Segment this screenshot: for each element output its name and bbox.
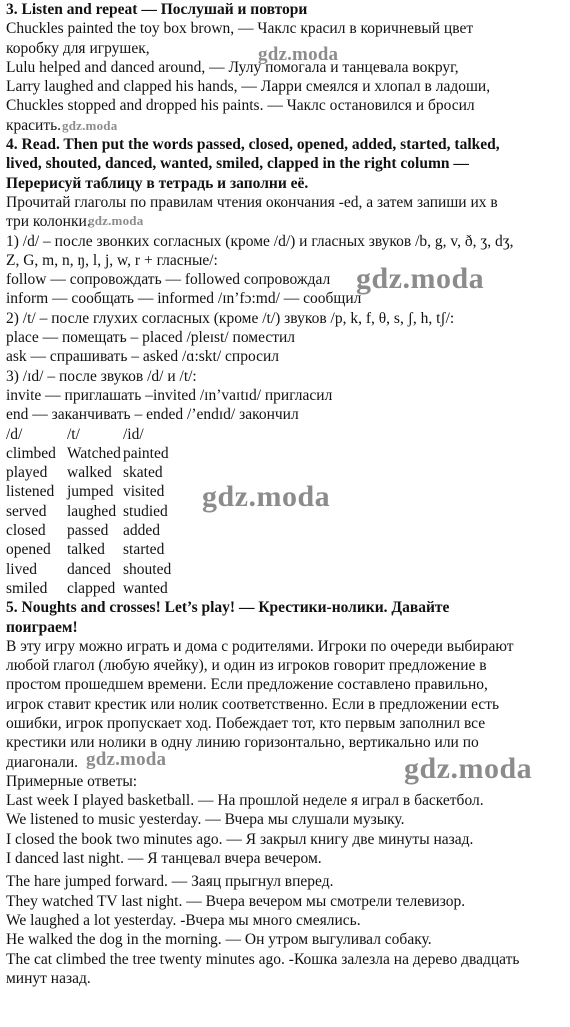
table-cell: danced [67,560,111,578]
text-line: 3) /ɪd/ – после звуков /d/ и /t/: [6,367,197,385]
text-line: игрок ставит крестик или нолик соответственно. Если в предложении есть [6,695,500,713]
answer-line: минут назад. [6,969,91,987]
table-cell: closed [6,522,46,540]
watermark: gdz.moda [404,752,533,785]
table-cell: skated [123,464,163,482]
table-cell: Watched [67,444,121,462]
answer-line: Last week I played basketball. — На прошлой неделе я играл в баскетбол. [6,792,484,810]
text-line: диагонали. [6,753,78,771]
watermark: gdz.moda [88,213,144,228]
watermark: gdz.moda [202,480,331,513]
text-line: любой глагол (любую ячейку), и один из игроков говорит предложение в [6,657,487,675]
table-cell: visited [123,483,165,501]
table-cell: served [6,502,47,520]
watermark: gdz.moda [356,262,485,295]
answers-label: Примерные ответы: [6,772,138,790]
answer-line: We laughed a lot yesterday. -Вчера мы много смеялись. [6,911,361,929]
exercise-3 [6,0,564,135]
text-line: ask — спрашивать – asked /ɑ:skt/ спросил [6,348,280,366]
answer-line: We listened to music yesterday. — Вчера мы слушали музыку. [6,811,405,829]
text-line: invite — приглашать –invited /ɪn’vaɪtɪd/ пригласил [6,386,333,404]
table-cell: talked [67,541,105,559]
watermark: gdz.moda [62,118,118,133]
exercise-5-title: 5. Noughts and crosses! Let’s play! — Крестики-нолики. Давайте [6,599,450,617]
text-line: три колонки. [6,213,91,231]
table-cell: opened [6,541,51,559]
table-cell: wanted [123,579,168,597]
text-line: Chuckles stopped and dropped his paints. — Чаклс остановился и бросил [6,97,475,115]
text-line: простом прошедшем времени. Если предложение составлено правильно, [6,676,488,694]
table-cell: smiled [6,579,48,597]
exercise-4-title: Перерисуй таблицу в тетрадь и заполни её. [6,174,309,192]
answer-line: I closed the book two minutes ago. — Я закрыл книгу две минуты назад. [6,830,474,848]
table-cell: walked [67,464,112,482]
text-line: Chuckles painted the toy box brown, — Чаклс красил в коричневый цвет [6,20,474,38]
table-cell: lived [6,560,37,578]
table-header: /t/ [67,425,80,443]
text-line: 2) /t/ – после глухих согласных (кроме /t/) звуков /p, k, f, θ, s, ʃ, h, tʃ/: [6,309,455,327]
exercise-4-title: 4. Read. Then put the words passed, closed, opened, added, started, talked, [6,136,500,154]
text-line: В эту игру можно играть и дома с родителями. Игроки по очереди выбирают [6,637,514,655]
table-header: /id/ [123,425,144,443]
text-line: Larry laughed and clapped his hands, — Ларри смеялся и хлопал в ладоши, [6,78,491,96]
text-line: ошибки, игрок пропускает ход. Побеждает тот, кто первым заполнил все [6,714,486,732]
text-line: Прочитай глаголы по правилам чтения окончания -ed, а затем запиши их в [6,193,498,211]
text-line: inform — сообщать — informed /ɪn’fɔ:md/ — сообщил [6,290,362,308]
text-line: end — заканчивать – ended /’endɪd/ закончил [6,406,299,424]
answer-line: I danced last night. — Я танцевал вчера вечером. [6,850,322,868]
watermark: gdz.moda [86,749,167,770]
text-line: Z, G, m, n, ŋ, l, j, w, r + гласные/: [6,251,218,269]
watermark: gdz.moda [258,44,339,65]
table-cell: started [123,541,165,559]
table-cell: studied [123,502,168,520]
table-header: /d/ [6,425,23,443]
text-line: 1) /d/ – после звонких согласных (кроме /d/) и гласных звуков /b, g, v, ð, ʒ, dʒ, [6,232,514,250]
table-cell: clapped [67,579,116,597]
exercise-5-title: поиграем! [6,618,78,636]
text-line: follow — сопровождать — followed сопровождал [6,271,331,289]
exercise-5 [6,598,564,988]
answer-line: The cat climbed the tree twenty minutes ago. -Кошка залезла на дерево двадцать [6,950,520,968]
table-cell: passed [67,522,109,540]
table-cell: shouted [123,560,172,578]
table-cell: painted [123,444,169,462]
text-line: красить. [6,116,62,134]
text-line: коробку для игрушек, [6,39,150,57]
table-cell: climbed [6,444,56,462]
answer-line: They watched TV last night. — Вчера вечером мы смотрели телевизор. [6,892,466,910]
table-cell: added [123,522,161,540]
exercise-3-title: 3. Listen and repeat — Послушай и повтори [6,1,308,18]
exercise-4-title: lived, shouted, danced, wanted, smiled, clapped in the right column — [6,155,469,173]
answer-line: He walked the dog in the morning. — Он утром выгуливал собаку. [6,931,432,949]
table-cell: played [6,464,48,482]
text-line: крестики или нолики в одну линию горизонтально, вертикально или по [6,734,479,752]
exercise-4 [6,135,564,598]
answer-line: The hare jumped forward. — Заяц прыгнул вперед. [6,873,334,891]
text-line: place — помещать – placed /pleɪst/ поместил [6,329,296,347]
text-line: Lulu helped and danced around, — Лулу помогала и танцевала вокруг, [6,58,459,76]
table-cell: jumped [67,483,114,501]
table-cell: laughed [67,502,117,520]
table-cell: listened [6,483,55,501]
